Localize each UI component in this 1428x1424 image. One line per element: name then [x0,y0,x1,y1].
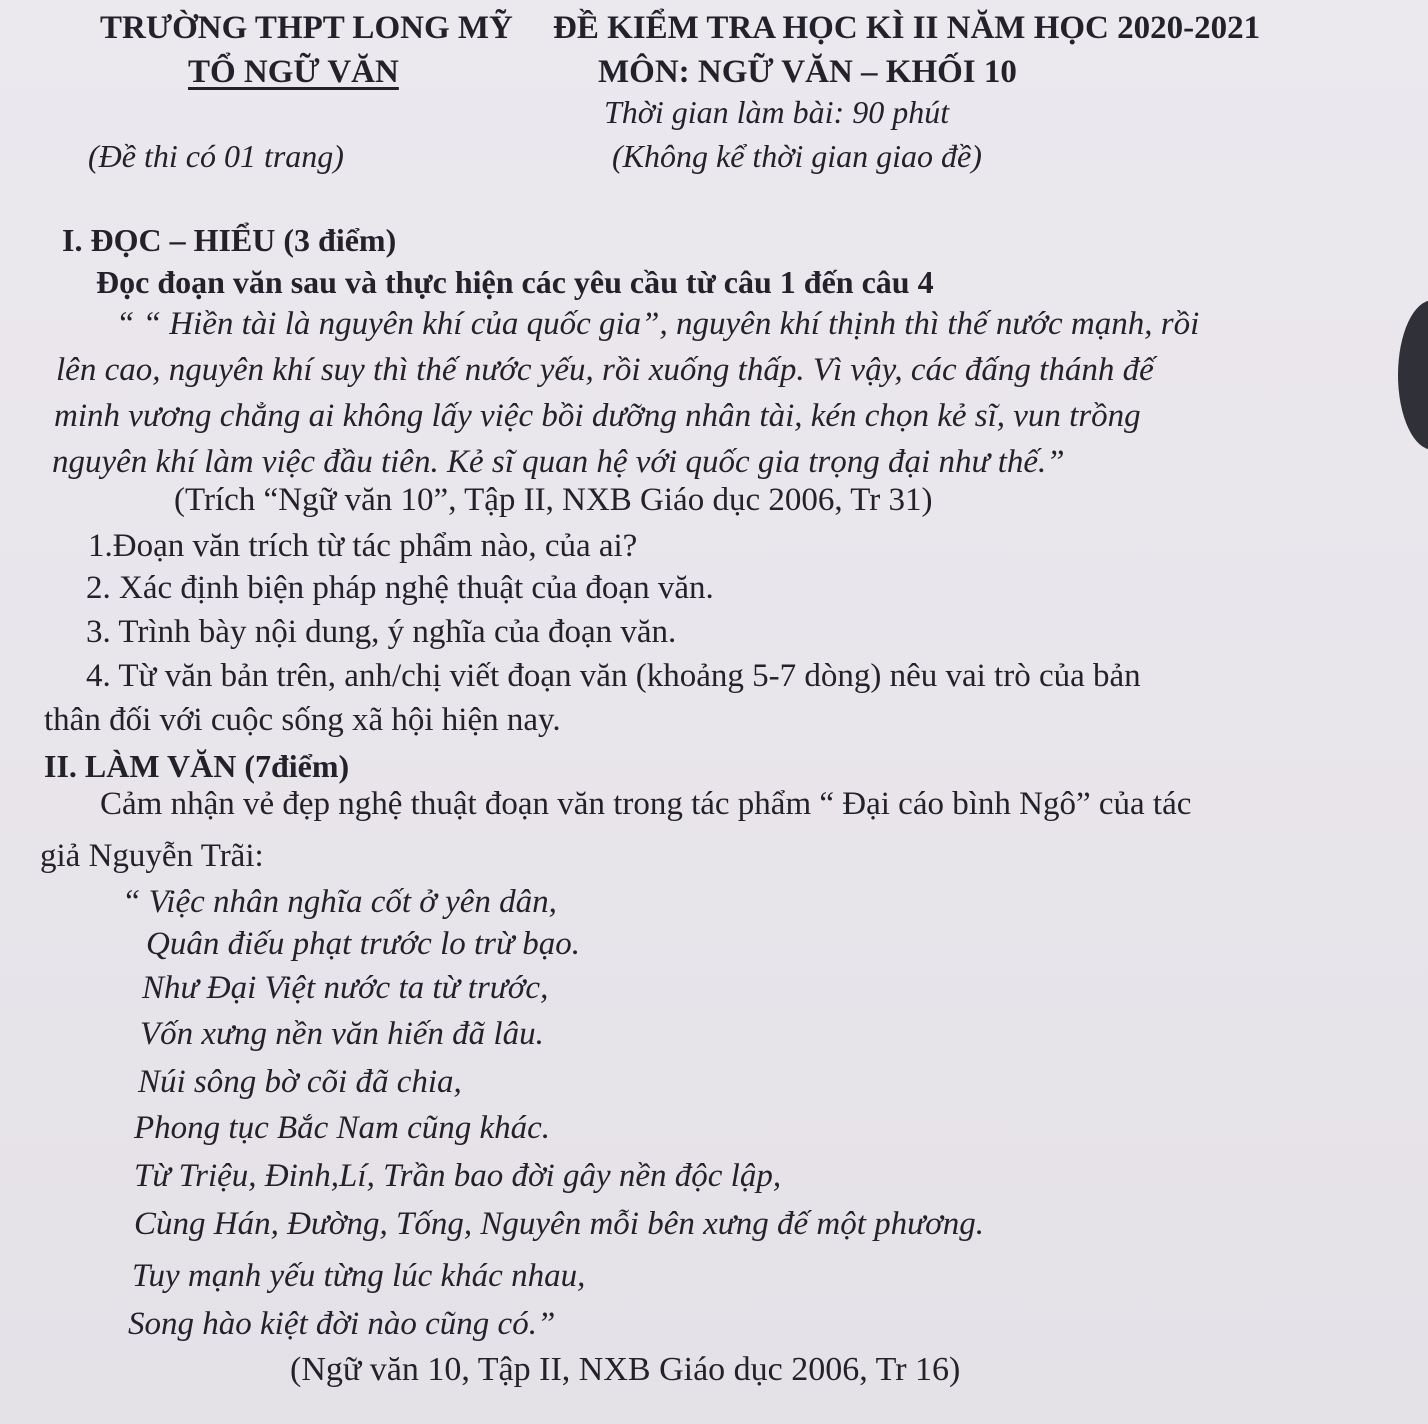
poem-line: Từ Triệu, Đinh,Lí, Trần bao đời gây nền độc lập, [134,1158,782,1194]
poem-line: Tuy mạnh yếu từng lúc khác nhau, [132,1258,586,1294]
section1-title: I. ĐỌC – HIỂU (3 điểm) [62,222,397,258]
subject-label: MÔN: NGỮ VĂN – KHỐI 10 [598,54,1017,90]
school-name: TRƯỜNG THPT LONG MỸ [100,10,513,46]
department-name: TỔ NGỮ VĂN [188,54,399,90]
question-1: 1.Đoạn văn trích từ tác phẩm nào, của ai? [88,528,638,564]
poem-line: Song hào kiệt đời nào cũng có.” [128,1306,556,1342]
page-count-note: (Đề thi có 01 trang) [88,138,344,174]
poem-line: Quân điếu phạt trước lo trừ bạo. [146,926,581,962]
passage-line: lên cao, nguyên khí suy thì thế nước yếu, rồi xuống thấp. Vì vậy, các đấng thánh đế [56,352,1154,388]
passage-citation: (Trích “Ngữ văn 10”, Tập II, NXB Giáo dục 2006, Tr 31) [174,482,933,518]
section1-instruction: Đọc đoạn văn sau và thực hiện các yêu cầu từ câu 1 đến câu 4 [96,264,934,300]
question-4: 4. Từ văn bản trên, anh/chị viết đoạn văn (khoảng 5-7 dòng) nêu vai trò của bản [86,658,1141,694]
passage-line: minh vương chẳng ai không lấy việc bồi dưỡng nhân tài, kén chọn kẻ sĩ, vun trồng [54,398,1141,434]
time-note: (Không kể thời gian giao đề) [612,138,982,174]
poem-line: Cùng Hán, Đường, Tống, Nguyên mỗi bên xưng đế một phương. [134,1206,984,1242]
question-4-continued: thân đối với cuộc sống xã hội hiện nay. [44,702,561,738]
poem-line: Núi sông bờ cõi đã chia, [138,1064,462,1100]
exam-title: ĐỀ KIỂM TRA HỌC KÌ II NĂM HỌC 2020-2021 [553,10,1261,46]
passage-line: “ “ Hiền tài là nguyên khí của quốc gia”, nguyên khí thịnh thì thế nước mạnh, rồi [116,306,1200,342]
question-2: 2. Xác định biện pháp nghệ thuật của đoạn văn. [86,570,714,606]
poem-citation: (Ngữ văn 10, Tập II, NXB Giáo dục 2006, Tr 16) [290,1351,961,1388]
poem-line: Vốn xưng nền văn hiến đã lâu. [140,1016,544,1052]
question-3: 3. Trình bày nội dung, ý nghĩa của đoạn văn. [86,614,677,650]
essay-prompt: Cảm nhận vẻ đẹp nghệ thuật đoạn văn trong tác phẩm “ Đại cáo bình Ngô” của tác [100,786,1192,822]
poem-line: Phong tục Bắc Nam cũng khác. [134,1110,551,1146]
passage-line: nguyên khí làm việc đầu tiên. Kẻ sĩ quan hệ với quốc gia trọng đại như thế.” [52,444,1065,480]
section2-title: II. LÀM VĂN (7điểm) [44,748,350,784]
exam-duration: Thời gian làm bài: 90 phút [604,94,950,130]
poem-line: Như Đại Việt nước ta từ trước, [142,970,549,1006]
essay-prompt-continued: giả Nguyễn Trãi: [40,838,264,874]
poem-line: “ Việc nhân nghĩa cốt ở yên dân, [122,884,557,920]
